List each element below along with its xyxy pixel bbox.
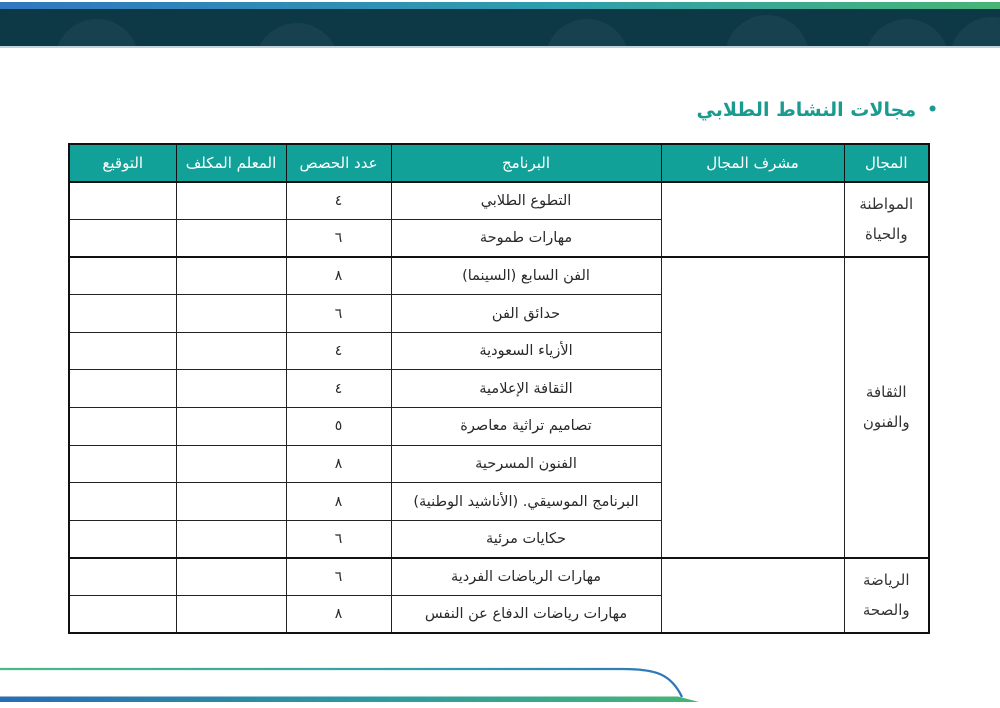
col-header-sessions: عدد الحصص xyxy=(286,144,391,182)
teacher-cell xyxy=(176,370,286,408)
top-header-band xyxy=(0,9,1000,48)
program-cell: مهارات رياضات الدفاع عن النفس xyxy=(391,596,661,634)
teacher-cell xyxy=(176,596,286,634)
table-row xyxy=(69,558,929,596)
sessions-cell: ٤ xyxy=(286,332,391,370)
signature-cell xyxy=(69,182,176,220)
signature-cell xyxy=(69,295,176,333)
col-header-field: المجال xyxy=(844,144,929,182)
sessions-cell: ٦ xyxy=(286,295,391,333)
program-cell: الثقافة الإعلامية xyxy=(391,370,661,408)
signature-cell xyxy=(69,408,176,446)
sessions-cell: ٦ xyxy=(286,220,391,258)
sessions-cell: ٤ xyxy=(286,182,391,220)
table-row xyxy=(69,182,929,220)
sessions-cell: ٤ xyxy=(286,370,391,408)
table-row xyxy=(69,257,929,295)
signature-cell xyxy=(69,558,176,596)
signature-cell xyxy=(69,520,176,558)
signature-cell xyxy=(69,220,176,258)
teacher-cell xyxy=(176,483,286,521)
band-decoration-circle xyxy=(55,19,139,48)
program-cell: الفن السابع (السينما) xyxy=(391,257,661,295)
signature-cell xyxy=(69,332,176,370)
teacher-cell xyxy=(176,220,286,258)
footer-swoosh-decoration xyxy=(0,662,1000,708)
sessions-cell: ٨ xyxy=(286,483,391,521)
sessions-cell: ٦ xyxy=(286,558,391,596)
teacher-cell xyxy=(176,558,286,596)
band-decoration-circle xyxy=(725,15,809,48)
signature-cell xyxy=(69,257,176,295)
title-bullet-icon: • xyxy=(927,99,938,120)
col-header-program: البرنامج xyxy=(391,144,661,182)
col-header-signature: التوقيع xyxy=(69,144,176,182)
teacher-cell xyxy=(176,445,286,483)
sessions-cell: ٦ xyxy=(286,520,391,558)
teacher-cell xyxy=(176,408,286,446)
supervisor-cell xyxy=(661,558,844,633)
signature-cell xyxy=(69,483,176,521)
band-decoration-circle xyxy=(865,19,949,48)
teacher-cell xyxy=(176,332,286,370)
teacher-cell xyxy=(176,295,286,333)
program-cell: الفنون المسرحية xyxy=(391,445,661,483)
sessions-cell: ٨ xyxy=(286,445,391,483)
table-header-row xyxy=(69,144,929,182)
sessions-cell: ٨ xyxy=(286,257,391,295)
teacher-cell xyxy=(176,520,286,558)
signature-cell xyxy=(69,370,176,408)
supervisor-cell xyxy=(661,182,844,257)
sessions-cell: ٨ xyxy=(286,596,391,634)
col-header-teacher: المعلم المكلف xyxy=(176,144,286,182)
activities-table xyxy=(68,143,930,634)
sessions-cell: ٥ xyxy=(286,408,391,446)
program-cell: حدائق الفن xyxy=(391,295,661,333)
field-cell: الثقافة والفنون xyxy=(844,257,929,558)
signature-cell xyxy=(69,445,176,483)
band-decoration-circle xyxy=(545,19,629,48)
program-cell: التطوع الطلابي xyxy=(391,182,661,220)
field-cell: الرياضة والصحة xyxy=(844,558,929,633)
teacher-cell xyxy=(176,182,286,220)
teacher-cell xyxy=(176,257,286,295)
program-cell: البرنامج الموسيقي. (الأناشيد الوطنية) xyxy=(391,483,661,521)
program-cell: تصاميم تراثية معاصرة xyxy=(391,408,661,446)
field-cell: المواطنة والحياة xyxy=(844,182,929,257)
program-cell: حكايات مرئية xyxy=(391,520,661,558)
signature-cell xyxy=(69,596,176,634)
program-cell: مهارات طموحة xyxy=(391,220,661,258)
program-cell: مهارات الرياضات الفردية xyxy=(391,558,661,596)
band-decoration-circle xyxy=(950,17,1000,48)
section-title-row xyxy=(697,99,938,121)
top-gradient-strip xyxy=(0,2,1000,9)
program-cell: الأزياء السعودية xyxy=(391,332,661,370)
page-title: مجالات النشاط الطلابي xyxy=(696,99,917,121)
band-decoration-circle xyxy=(255,23,339,48)
col-header-supervisor: مشرف المجال xyxy=(661,144,844,182)
supervisor-cell xyxy=(661,257,844,558)
